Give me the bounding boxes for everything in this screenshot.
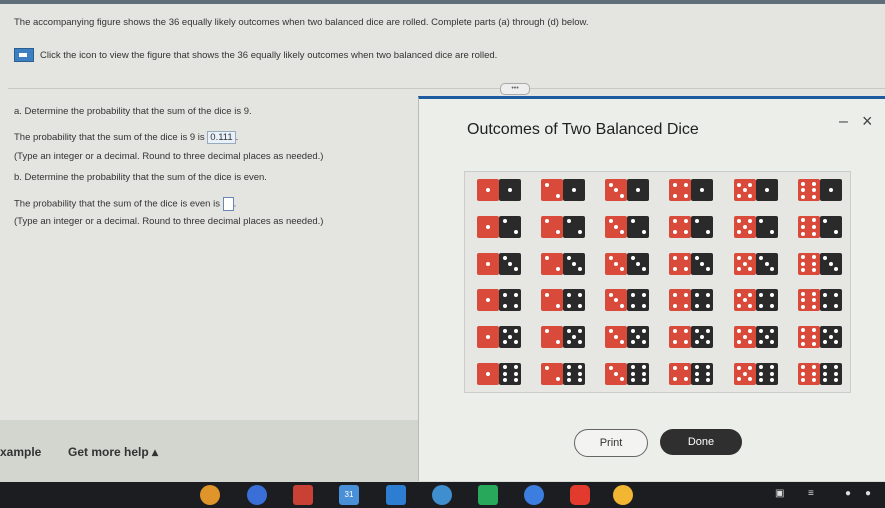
red-die-icon	[541, 216, 563, 238]
red-die-icon	[669, 179, 691, 201]
minimize-button[interactable]: –	[839, 113, 848, 130]
black-die-icon	[563, 326, 585, 348]
outcome-cell	[529, 245, 593, 282]
print-button[interactable]: Print	[574, 429, 648, 457]
outcome-cell	[529, 319, 593, 356]
red-die-icon	[541, 179, 563, 201]
more-dots-button[interactable]: •••	[500, 83, 530, 95]
black-die-icon	[499, 253, 521, 275]
black-die-icon	[756, 179, 778, 201]
black-die-icon	[691, 216, 713, 238]
figure-link-text: Click the icon to view the figure that shows the 36 equally likely outcomes when two balanced dice are rolled.	[40, 49, 498, 61]
black-die-icon	[756, 326, 778, 348]
part-b-instruction: (Type an integer or a decimal. Round to three decimal places as needed.)	[14, 216, 324, 227]
outcome-cell	[786, 245, 850, 282]
black-die-icon	[820, 289, 842, 311]
part-b-answer-prefix: The probability that the sum of the dice is even is	[14, 198, 220, 210]
outcome-cell	[786, 319, 850, 356]
red-die-icon	[734, 289, 756, 311]
outcome-cell	[529, 172, 593, 209]
outcome-cell	[593, 355, 657, 392]
outcome-cell	[722, 282, 786, 319]
figure-link-line	[14, 48, 497, 62]
outcome-cell	[657, 209, 721, 246]
black-die-icon	[563, 216, 585, 238]
outcome-cell	[465, 319, 529, 356]
black-die-icon	[499, 363, 521, 385]
outcome-cell	[465, 282, 529, 319]
red-die-icon	[798, 179, 820, 201]
get-more-help-button[interactable]: Get more help ▴	[68, 445, 159, 459]
red-die-icon	[541, 363, 563, 385]
black-die-icon	[563, 179, 585, 201]
black-die-icon	[563, 289, 585, 311]
black-die-icon	[627, 363, 649, 385]
outcome-cell	[529, 282, 593, 319]
outcome-cell	[529, 355, 593, 392]
example-link[interactable]: xample	[0, 445, 42, 459]
classroom-icon[interactable]	[478, 485, 498, 505]
black-die-icon	[499, 289, 521, 311]
outcome-cell	[529, 209, 593, 246]
intro-text: The accompanying figure shows the 36 equally likely outcomes when two balanced dice are rolled. Complete parts (a) through (d) below.	[14, 17, 589, 28]
outcome-cell	[657, 172, 721, 209]
outcome-cell	[786, 355, 850, 392]
red-die-icon	[798, 253, 820, 275]
part-a-instruction: (Type an integer or a decimal. Round to three decimal places as needed.)	[14, 151, 324, 162]
red-die-icon	[477, 179, 499, 201]
outcome-cell	[722, 209, 786, 246]
red-die-icon	[798, 216, 820, 238]
red-die-icon	[669, 289, 691, 311]
outcome-cell	[657, 319, 721, 356]
black-die-icon	[627, 326, 649, 348]
screen-capture-icon[interactable]: ▣	[775, 488, 785, 499]
red-die-icon	[605, 289, 627, 311]
divider	[8, 88, 885, 89]
outcome-cell	[657, 355, 721, 392]
black-die-icon	[820, 363, 842, 385]
youtube-icon[interactable]	[570, 485, 590, 505]
black-die-icon	[627, 216, 649, 238]
outcome-cell	[593, 245, 657, 282]
black-die-icon	[499, 179, 521, 201]
red-die-icon	[477, 326, 499, 348]
red-die-icon	[605, 216, 627, 238]
outcome-cell	[593, 209, 657, 246]
done-button[interactable]: Done	[660, 429, 742, 455]
part-a-answer-line: The probability that the sum of the dice is 9 is 0.111 .	[14, 132, 239, 143]
gmail-icon[interactable]	[293, 485, 313, 505]
calendar-icon[interactable]: 31	[339, 485, 359, 505]
part-b-question: b. Determine the probability that the sum of the dice is even.	[14, 172, 267, 183]
red-die-icon	[669, 216, 691, 238]
red-die-icon	[541, 289, 563, 311]
black-die-icon	[691, 326, 713, 348]
outcome-cell	[465, 209, 529, 246]
part-a-answer-field[interactable]: 0.111	[207, 131, 235, 144]
black-die-icon	[691, 289, 713, 311]
red-die-icon	[605, 363, 627, 385]
close-button[interactable]: ×	[862, 111, 873, 131]
black-die-icon	[627, 179, 649, 201]
black-die-icon	[756, 363, 778, 385]
outcome-cell	[722, 245, 786, 282]
outcome-cell	[593, 172, 657, 209]
red-die-icon	[734, 253, 756, 275]
outcome-cell	[786, 282, 850, 319]
figure-icon[interactable]	[14, 48, 34, 62]
black-die-icon	[820, 253, 842, 275]
red-die-icon	[605, 253, 627, 275]
app-icon[interactable]	[247, 485, 267, 505]
red-die-icon	[669, 363, 691, 385]
red-die-icon	[541, 326, 563, 348]
black-die-icon	[691, 363, 713, 385]
dice-outcomes-grid	[464, 171, 851, 393]
black-die-icon	[756, 289, 778, 311]
network-icon[interactable]: ●	[845, 488, 852, 499]
black-die-icon	[627, 289, 649, 311]
red-die-icon	[669, 326, 691, 348]
red-die-icon	[541, 253, 563, 275]
black-die-icon	[499, 216, 521, 238]
black-die-icon	[820, 179, 842, 201]
red-die-icon	[669, 253, 691, 275]
outcome-cell	[722, 355, 786, 392]
red-die-icon	[477, 216, 499, 238]
part-b-answer-field[interactable]	[223, 197, 234, 211]
part-a-question: a. Determine the probability that the sum of the dice is 9.	[14, 106, 252, 117]
outcome-cell	[657, 245, 721, 282]
black-die-icon	[499, 326, 521, 348]
footer-left-panel	[0, 420, 418, 482]
black-die-icon	[691, 179, 713, 201]
black-die-icon	[756, 253, 778, 275]
play-store-icon[interactable]	[524, 485, 544, 505]
red-die-icon	[477, 363, 499, 385]
black-die-icon	[691, 253, 713, 275]
black-die-icon	[563, 363, 585, 385]
photos-icon[interactable]	[613, 485, 633, 505]
outcome-cell	[722, 319, 786, 356]
red-die-icon	[605, 326, 627, 348]
outcome-cell	[786, 172, 850, 209]
red-die-icon	[605, 179, 627, 201]
figure-modal	[418, 96, 885, 481]
launcher-icon[interactable]	[200, 485, 220, 505]
red-die-icon	[477, 253, 499, 275]
black-die-icon	[563, 253, 585, 275]
outcome-cell	[786, 209, 850, 246]
black-die-icon	[820, 216, 842, 238]
red-die-icon	[734, 363, 756, 385]
red-die-icon	[477, 289, 499, 311]
outcome-cell	[593, 282, 657, 319]
outcome-cell	[593, 319, 657, 356]
black-die-icon	[756, 216, 778, 238]
outcome-cell	[465, 172, 529, 209]
black-die-icon	[627, 253, 649, 275]
status-icon[interactable]: ●	[865, 488, 872, 499]
red-die-icon	[734, 326, 756, 348]
red-die-icon	[798, 326, 820, 348]
black-die-icon	[820, 326, 842, 348]
part-b-answer-line: The probability that the sum of the dice is even is .	[14, 198, 237, 210]
outcome-cell	[465, 355, 529, 392]
outcome-cell	[657, 282, 721, 319]
red-die-icon	[734, 216, 756, 238]
outcome-cell	[722, 172, 786, 209]
outcome-cell	[465, 245, 529, 282]
red-die-icon	[798, 289, 820, 311]
red-die-icon	[734, 179, 756, 201]
playlist-icon[interactable]: ≡	[808, 488, 814, 499]
meet-icon[interactable]	[432, 485, 452, 505]
part-a-answer-prefix: The probability that the sum of the dice is 9 is	[14, 132, 205, 143]
files-icon[interactable]	[386, 485, 406, 505]
modal-title: Outcomes of Two Balanced Dice	[467, 121, 699, 138]
red-die-icon	[798, 363, 820, 385]
